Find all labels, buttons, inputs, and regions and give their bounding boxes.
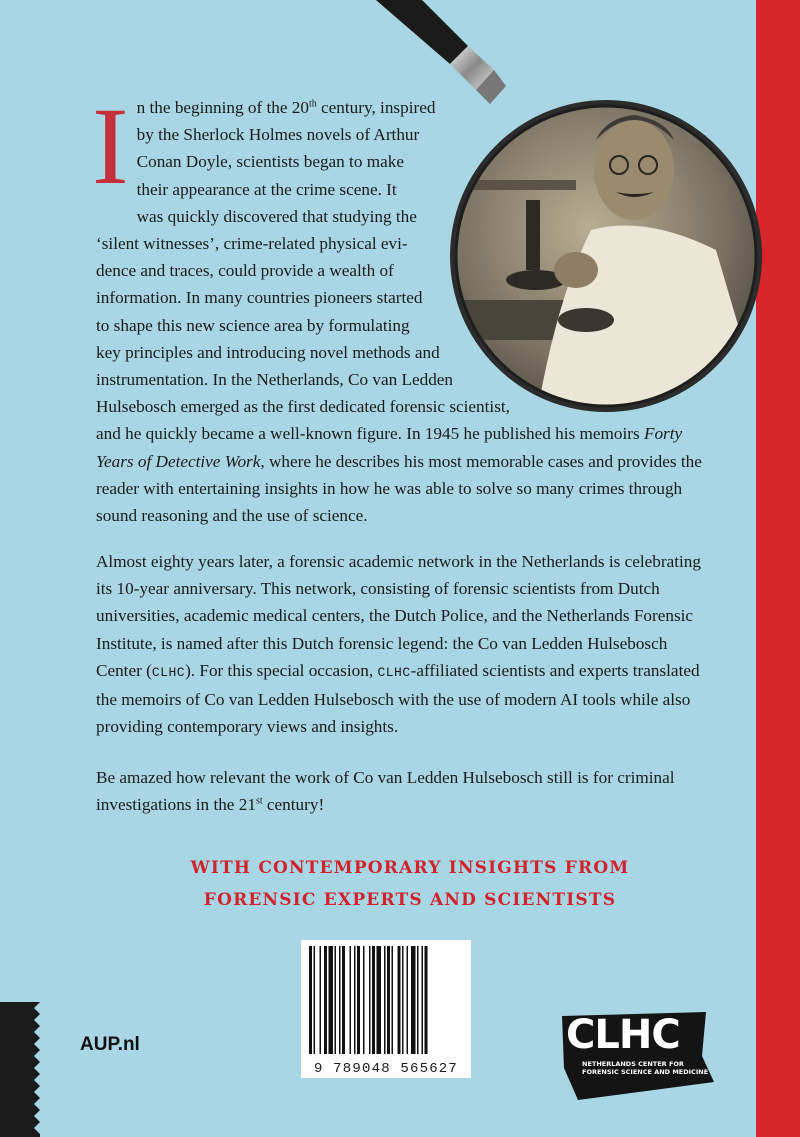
isbn-barcode [301,940,471,1078]
intro-line-11: instrumentation. In the Netherlands, Co van Ledden [96,370,454,390]
barcode-bar [324,946,327,1054]
barcode-bars [307,946,465,1054]
barcode-bar [339,946,341,1054]
intro-line-9: to shape this new science area by formulating [96,315,410,335]
intro-line-12: Hulsebosch emerged as the first dedicated forensic scientist, [96,397,510,417]
magnifier-handle [376,0,506,104]
barcode-bar [363,946,365,1054]
intro-paragraph [92,85,716,529]
barcode-bar [417,946,419,1054]
barcode-bar [392,946,394,1054]
intro-line-10: key principles and introducing novel methods and [96,342,440,362]
tagline-line-2: FORENSIC EXPERTS AND SCIENTISTS [203,890,617,910]
barcode-bar [357,946,360,1054]
tagline-line-1: WITH CONTEMPORARY INSIGHTS FROM [190,858,630,878]
barcode-bar [387,946,390,1054]
barcode-bar [398,946,401,1054]
intro-line-2: by the Sherlock Holmes novels of Arthur [136,125,420,145]
barcode-bar [314,946,316,1054]
barcode-bar [320,946,322,1054]
intro-rest: and he quickly became a well-known figure. In 1945 he published his memoirs Forty Years of Detective Work, where he describes his most memorable cases and provides the reader with entertaining insights in how he was able to solve so many crimes through sound reasoning and the use of science. [96,424,702,526]
barcode-bar [309,946,312,1054]
barcode-bar [384,946,386,1054]
barcode-bar [411,946,416,1054]
barcode-bar [350,946,352,1054]
clhc-logo-text: CLHC [566,1012,680,1058]
clhc-logo-subtitle-2: FORENSIC SCIENCE AND MEDICINE [582,1068,709,1076]
barcode-bar [342,946,345,1054]
intro-line-8: information. In many countries pioneers started [96,288,423,308]
intro-line-3: Conan Doyle, scientists began to make [136,152,404,172]
clhc-abbreviation: CLHC [151,664,186,680]
intro-line-5: was quickly discovered that studying the [136,206,417,226]
network-paragraph: Almost eighty years later, a forensic academic network in the Netherlands is celebrating its 10-year anniversary. This network, consisting of forensic scientists from Dutch universities, academic medical centers, the Dutch Police, and the Netherlands Forensic Institute, is named after this Dutch forensic legend: the Co van Ledden Hulsebosch Center (CLHC). For this special occasion, CLHC-affiliated scientists and experts translated the memoirs of Co van Ledden Hulsebosch with the use of modern AI tools while also providing contemporary views and insights. [96,552,701,737]
barcode-bar [372,946,375,1054]
closing-paragraph: Be amazed how relevant the work of Co van Ledden Hulsebosch still is for criminal investigations in the 21st century! [96,768,675,815]
barcode-bar [425,946,428,1054]
barcode-bar [422,946,424,1054]
barcode-bar [402,946,404,1054]
barcode-bar [377,946,382,1054]
barcode-bar [329,946,334,1054]
publisher-url[interactable]: AUP.nl [80,1034,140,1055]
edge-decoration [0,1002,40,1137]
barcode-bar [335,946,337,1054]
clhc-abbreviation: CLHC [377,664,411,680]
intro-line-7: dence and traces, could provide a wealth of [96,261,394,281]
book-title: Forty Years of Detective Work [96,424,683,471]
intro-line-1: n the beginning of the 20th century, inspired [136,98,436,117]
barcode-number: 9 789048 565627 [313,1061,459,1077]
clhc-logo [556,1012,718,1104]
barcode-bar [369,946,371,1054]
barcode-bar [407,946,409,1054]
tagline [110,852,710,916]
intro-line-6: ‘silent witnesses’, crime-related physical evi- [96,234,408,254]
clhc-logo-subtitle-1: NETHERLANDS CENTER FOR [582,1060,684,1068]
barcode-bar [354,946,356,1054]
drop-cap: I [92,85,129,207]
intro-line-4: their appearance at the crime scene. It [136,179,397,199]
